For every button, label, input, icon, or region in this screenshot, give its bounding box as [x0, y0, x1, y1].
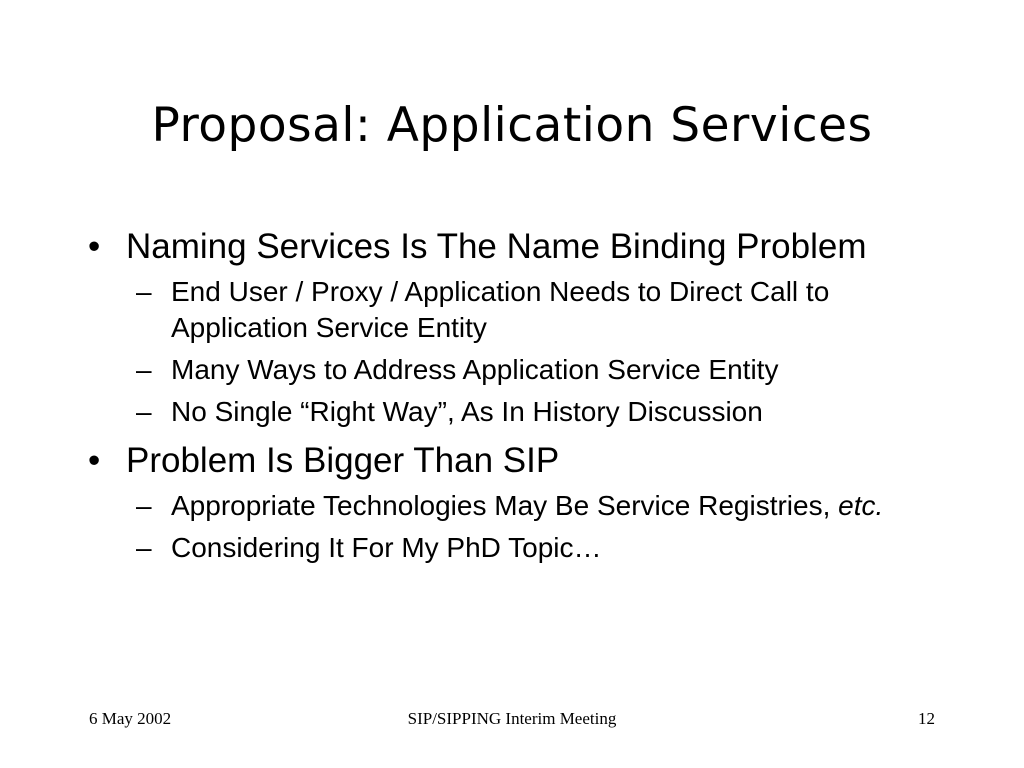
- sub-bullet-list: [126, 274, 968, 430]
- sub-bullet-list: [126, 488, 968, 566]
- bullet-text: Naming Services Is The Name Binding Problem: [126, 227, 867, 266]
- bullet-text: Problem Is Bigger Than SIP: [126, 441, 560, 480]
- sub-bullet-item: [126, 274, 968, 346]
- bullet-marker: •: [88, 227, 101, 266]
- footer-date: 6 May 2002: [89, 709, 172, 728]
- sub-bullet-marker: –: [136, 490, 152, 521]
- sub-bullet-item: [126, 352, 968, 388]
- footer-page-number: 12: [918, 709, 935, 728]
- sub-bullet-marker: –: [136, 276, 152, 307]
- sub-bullet-marker: –: [136, 532, 152, 563]
- sub-bullet-item: [126, 530, 968, 566]
- sub-bullet-text: Appropriate Technologies May Be Service Registries,: [171, 490, 831, 521]
- bullet-marker: •: [88, 441, 101, 480]
- sub-bullet-marker: –: [136, 354, 152, 385]
- sub-bullet-text: No Single “Right Way”, As In History Discussion: [171, 396, 763, 427]
- sub-bullet-text: End User / Proxy / Application Needs to Direct Call to Application Service Entity: [171, 276, 830, 343]
- sub-bullet-item: [126, 488, 968, 524]
- bullet-item: [88, 440, 968, 566]
- bullet-item: [88, 226, 968, 430]
- sub-bullet-emphasis: etc.: [838, 490, 884, 521]
- sub-bullet-marker: –: [136, 396, 152, 427]
- bullet-list: [88, 226, 968, 576]
- sub-bullet-text: Many Ways to Address Application Service Entity: [171, 354, 779, 385]
- sub-bullet-text: Considering It For My PhD Topic…: [171, 532, 602, 563]
- sub-bullet-item: [126, 394, 968, 430]
- footer-title: SIP/SIPPING Interim Meeting: [407, 709, 617, 728]
- slide-title: Proposal: Application Services: [151, 98, 873, 153]
